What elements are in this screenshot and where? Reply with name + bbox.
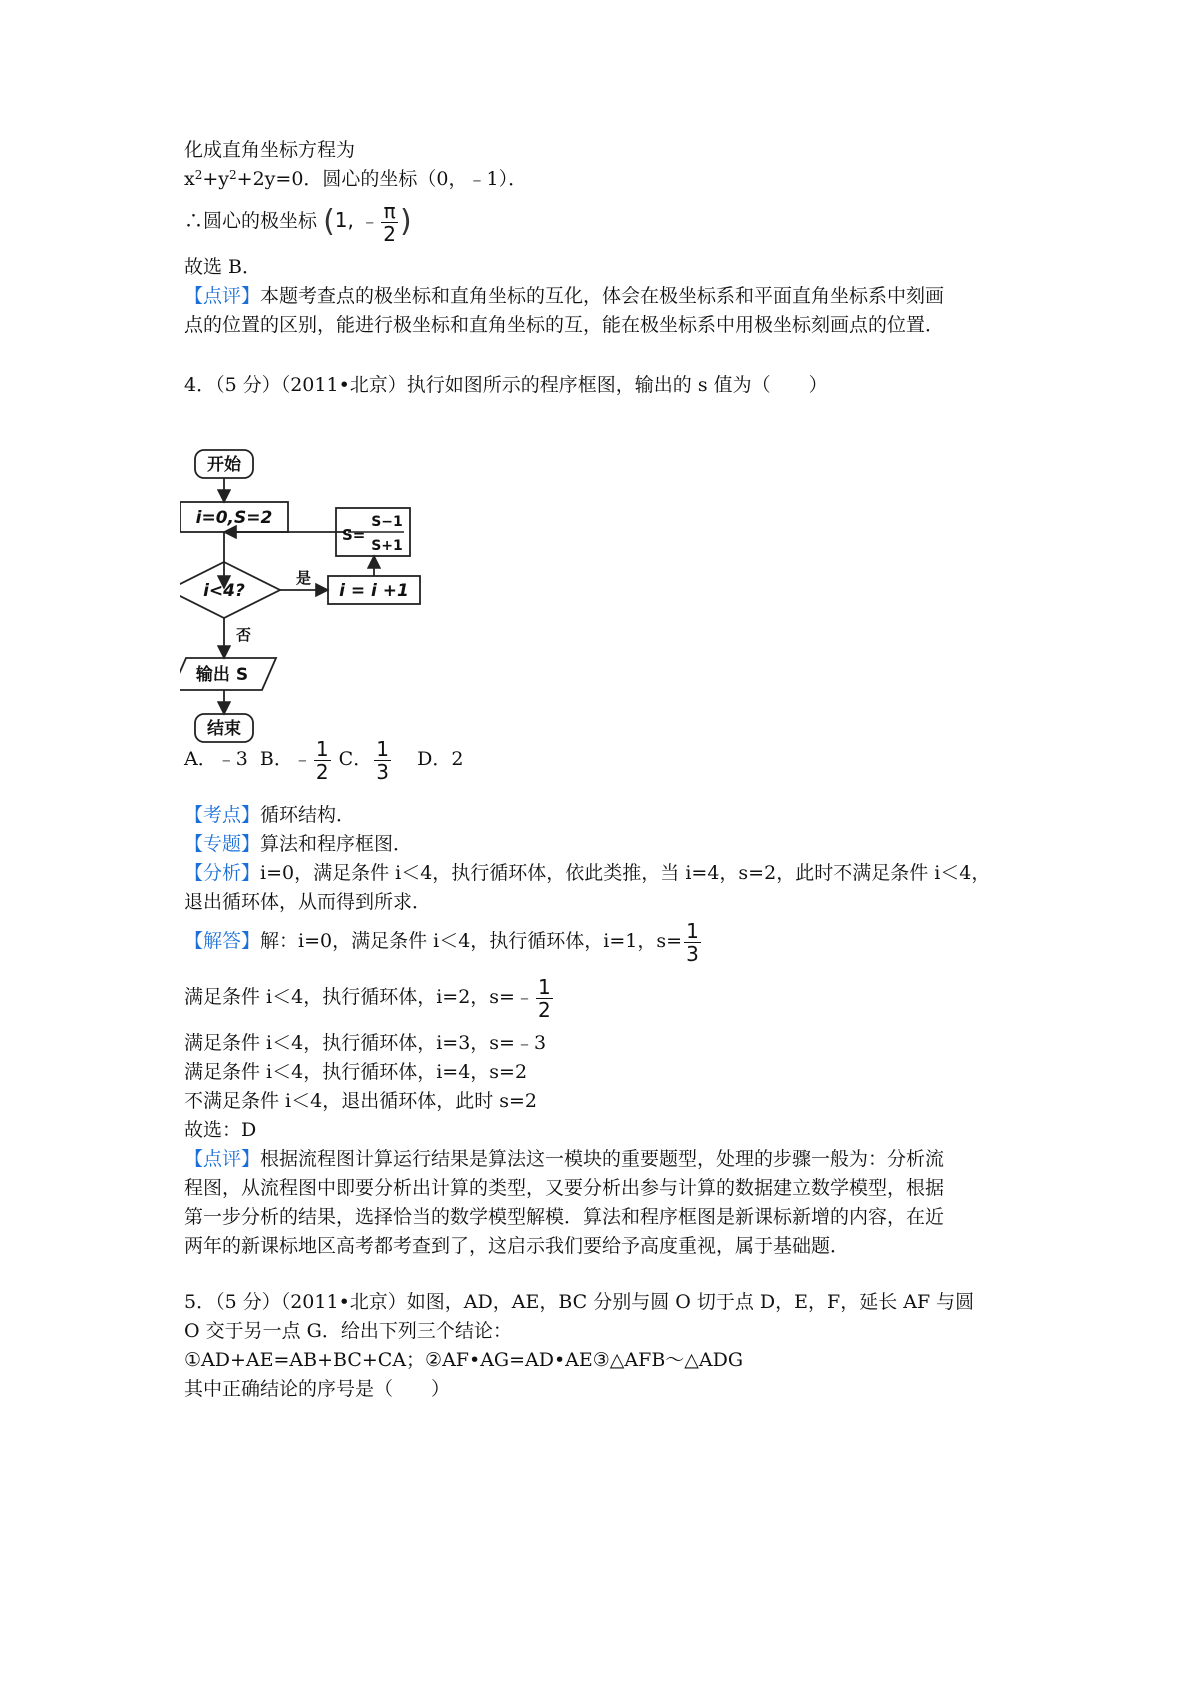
right-paren: ) <box>399 204 412 239</box>
assign-num: S−1 <box>371 514 403 530</box>
text-part: 本题考查点的极坐标和直角坐标的互化，体会在极坐标系和平面直角坐标系中刻画 <box>260 285 945 307</box>
zhuanti-line <box>184 831 412 857</box>
eq-sup: 2 <box>194 168 203 182</box>
output-label: 输出 S <box>195 665 249 685</box>
text-line: ①AD+AE=AB+BC+CA；②AF•AG=AD•AE③△AFB～△ADG <box>184 1349 744 1371</box>
text-part: 根据流程图计算运行结果是算法这一模块的重要题型，处理的步骤一般为：分析流 <box>260 1148 945 1170</box>
tag-label: 【解答】 <box>184 930 261 952</box>
text-line: 故选 B． <box>184 256 262 278</box>
eq-part: x <box>184 168 195 190</box>
tag-label: 【分析】 <box>184 862 261 884</box>
jieda-step: 满足条件 i＜4，执行循环体，i=3，s=﹣3 <box>184 1032 547 1054</box>
option-d: D．2 <box>417 748 464 770</box>
question-stem: 5．（5 分）（2011•北京）如图，AD，AE，BC 分别与圆 O 切于点 D，E，F，延长 AF 与圆 <box>184 1291 975 1313</box>
review-line <box>184 283 944 309</box>
jieda-step: 故选：D <box>184 1119 257 1141</box>
yes-label: 是 <box>296 569 312 587</box>
text-line: O 交于另一点 G．给出下列三个结论： <box>184 1320 512 1342</box>
jieda-step: 满足条件 i＜4，执行循环体，i=4，s=2 <box>184 1061 528 1083</box>
coord-r: 1 <box>334 208 348 232</box>
option-b: B．﹣ <box>259 748 312 770</box>
text-line: 两年的新课标地区高考都考查到了，这启示我们要给予高度重视，属于基础题． <box>184 1235 850 1257</box>
left-paren: ( <box>323 204 335 239</box>
text-part: ∴圆心的极坐标 <box>184 210 318 232</box>
init-label: i=0,S=2 <box>195 508 273 528</box>
text-line: 化成直角坐标方程为 <box>184 139 356 161</box>
no-label: 否 <box>236 626 252 644</box>
increment-label: i = i +1 <box>339 581 409 601</box>
end-label: 结束 <box>207 719 241 739</box>
text-line: 退出循环体，从而得到所求． <box>184 891 432 913</box>
question-stem: 4．（5 分）（2011•北京）执行如图所示的程序框图，输出的 s 值为（ ） <box>184 374 828 396</box>
start-label: 开始 <box>207 455 241 475</box>
equation-line <box>184 166 527 192</box>
text-part: 算法和程序框图． <box>260 833 413 855</box>
assign-den: S+1 <box>371 538 403 554</box>
eq-part: +2y=0．圆心的坐标（0，﹣1）． <box>236 168 528 190</box>
text-part: 循环结构． <box>260 804 356 826</box>
fraction: $\frac{1}{2}$ <box>537 974 551 1022</box>
tag-label: 【专题】 <box>184 833 261 855</box>
eq-part: +y <box>202 168 230 190</box>
text-line: 第一步分析的结果，选择恰当的数学模型解模．算法和程序框图是新课标新增的内容，在近 <box>184 1206 945 1228</box>
fraction: $\frac{1}{2}$ <box>315 736 329 784</box>
polar-coord-line: ∴圆心的极坐标 (1, ﹣ $\frac{\pi}{2}$ ) <box>184 198 412 246</box>
fraction: $\frac{\pi}{2}$ <box>383 198 396 246</box>
assign-lhs: S= <box>342 526 366 544</box>
text-line: 其中正确结论的序号是（ ） <box>184 1378 451 1400</box>
jieda-step <box>184 974 555 1021</box>
condition-label: i<4? <box>203 581 245 601</box>
text-part: 满足条件 i＜4，执行循环体，i=2，s=﹣ <box>184 986 534 1008</box>
tag-label: 【点评】 <box>184 1148 261 1170</box>
eq-sup: 2 <box>229 168 237 182</box>
coord-sign: ﹣ <box>360 210 380 232</box>
text-part: i=0，满足条件 i＜4，执行循环体，依此类推，当 i=4，s=2，此时不满足条件 i＜4， <box>260 862 991 884</box>
tag-label: 【考点】 <box>184 804 261 826</box>
jieda-step: 不满足条件 i＜4，退出循环体，此时 s=2 <box>184 1090 538 1112</box>
text-part: 解：i=0，满足条件 i＜4，执行循环体，i=1，s= <box>260 930 683 952</box>
options-line <box>184 736 463 783</box>
fraction: $\frac{1}{3}$ <box>686 918 699 966</box>
tag-label: 【点评】 <box>184 285 261 307</box>
option-a: A．﹣3 <box>184 748 248 770</box>
review-line <box>184 1146 944 1172</box>
jieda-line <box>184 918 703 965</box>
flowchart <box>180 440 440 760</box>
kaodian-line <box>184 802 355 828</box>
text-line: 点的位置的区别，能进行极坐标和直角坐标的互，能在极坐标系中用极坐标刻画点的位置． <box>184 314 945 336</box>
text-line: 程图，从流程图中即要分析出计算的类型，又要分析出参与计算的数据建立数学模型，根据 <box>184 1177 945 1199</box>
fraction: $\frac{1}{3}$ <box>376 736 389 784</box>
fenxi-line <box>184 860 990 886</box>
option-c: C． <box>338 748 373 770</box>
